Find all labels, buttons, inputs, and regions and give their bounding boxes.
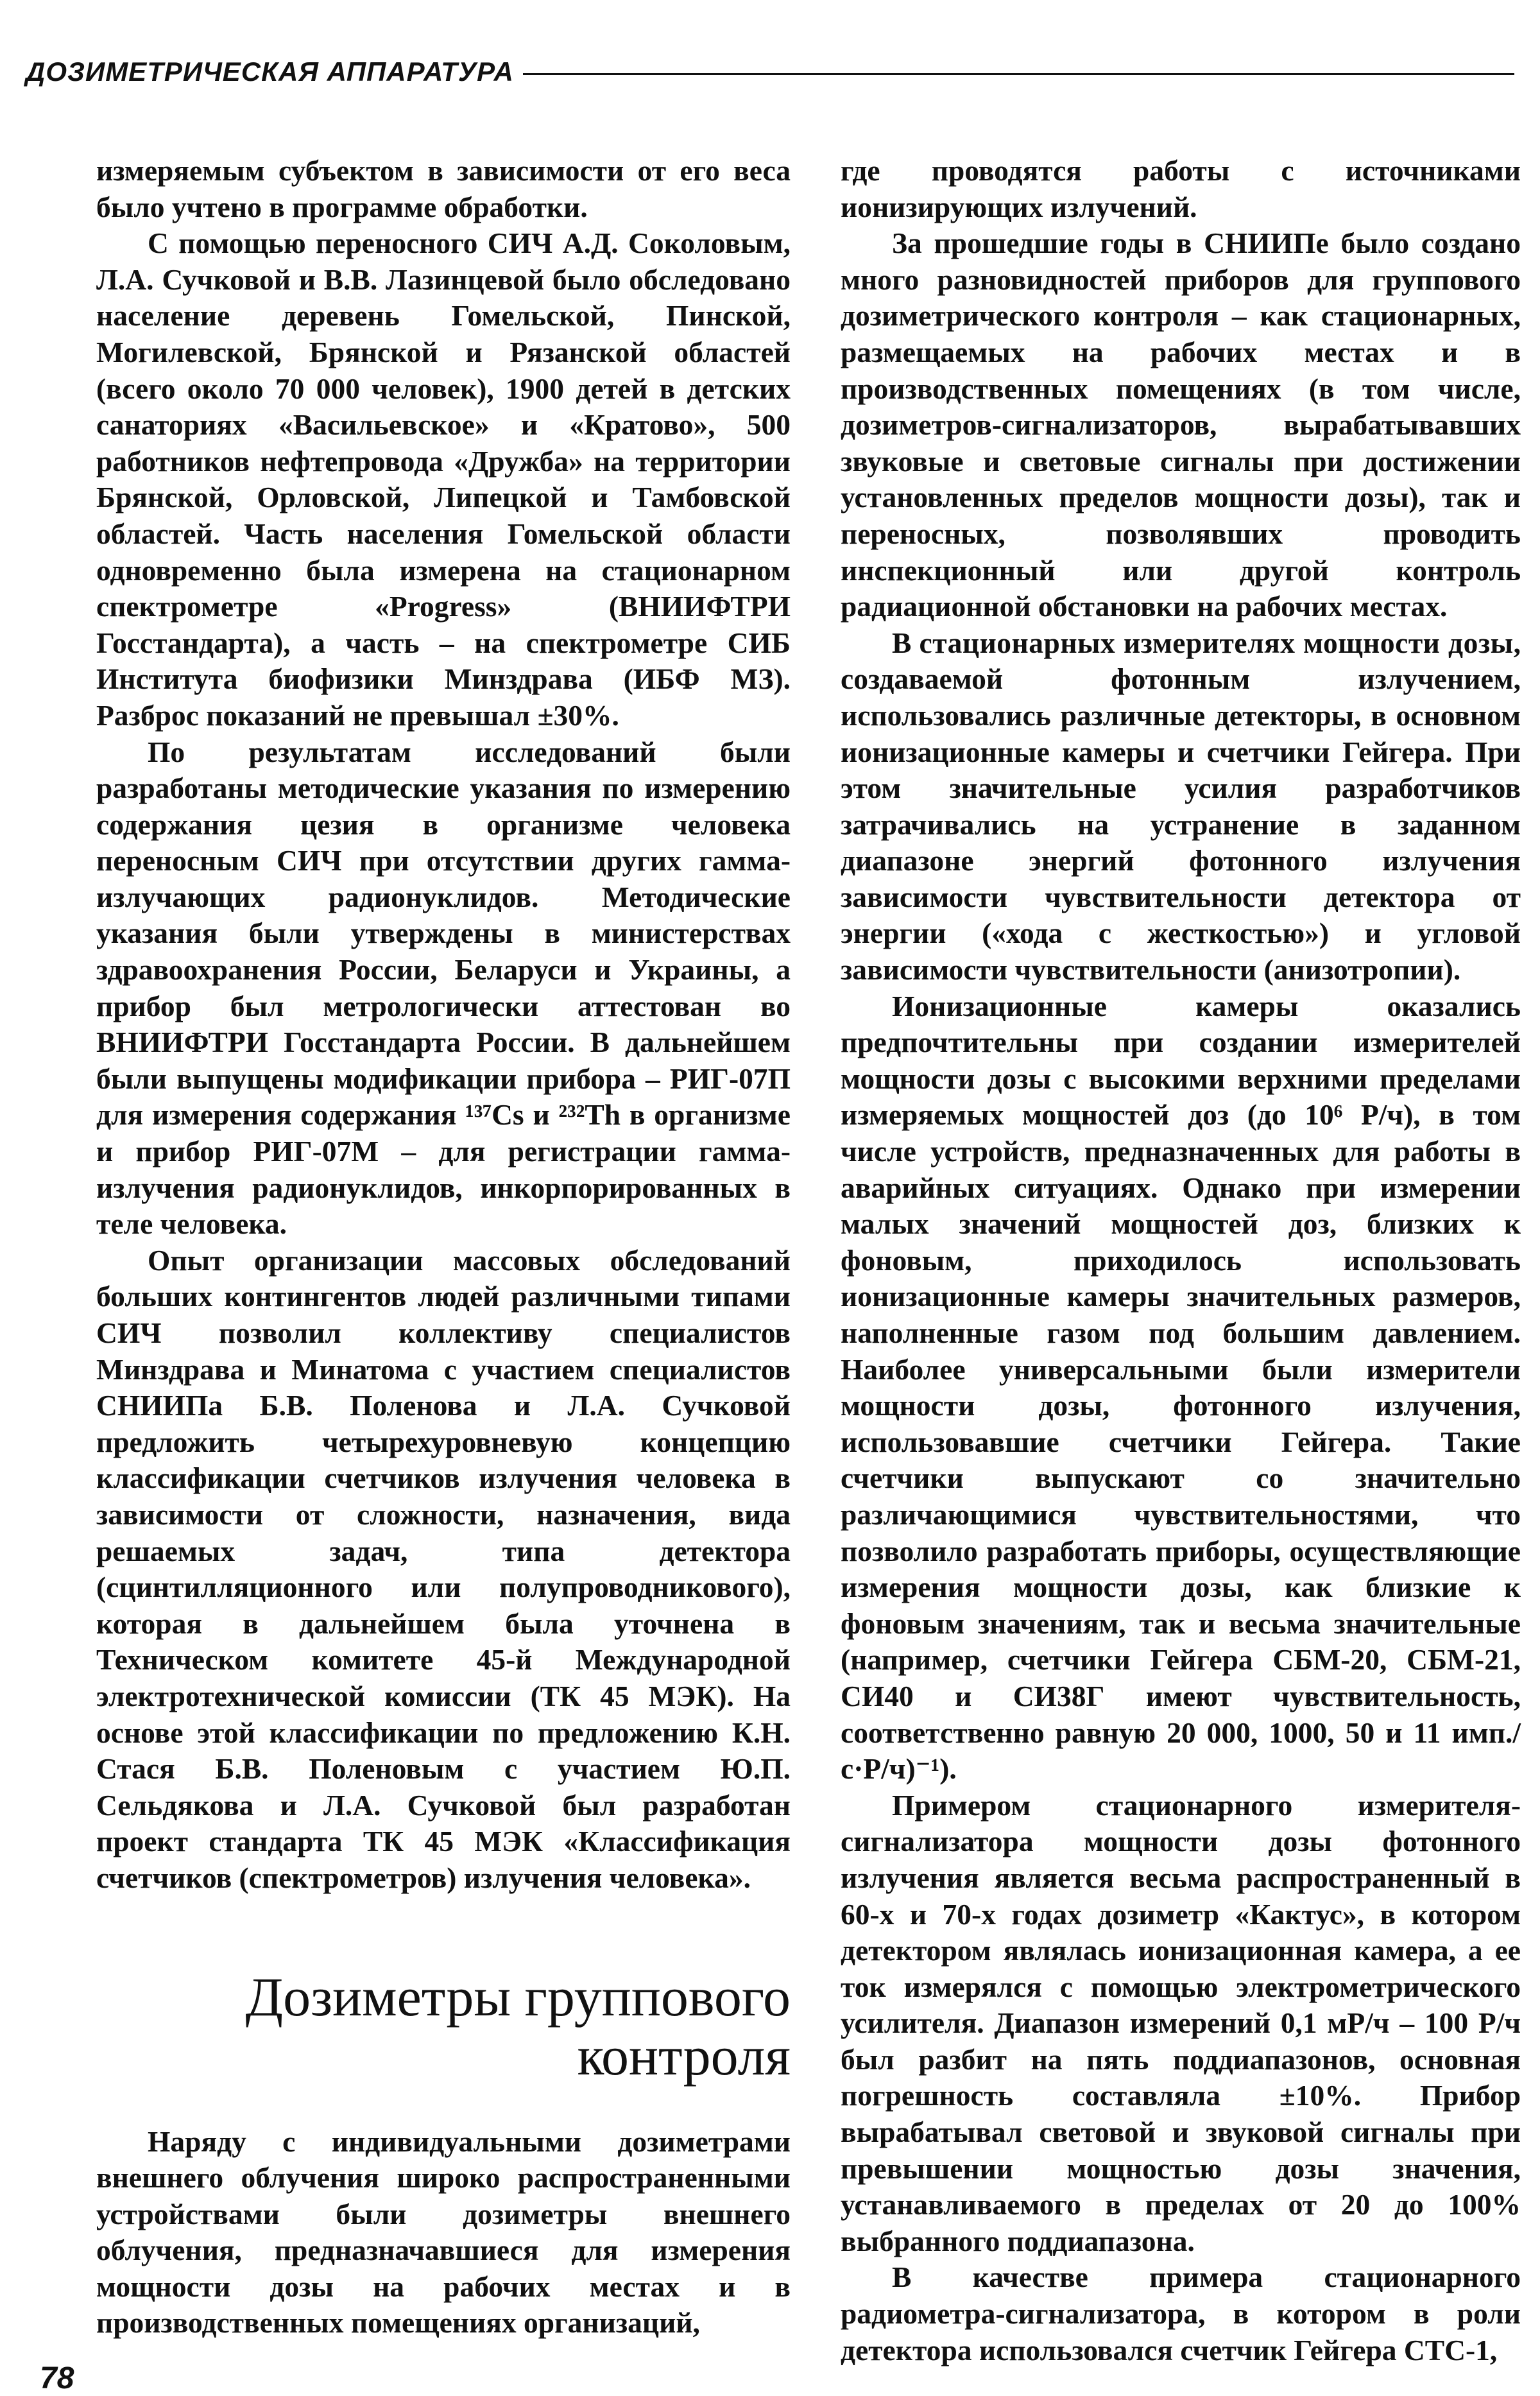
section-body (96, 2124, 791, 2342)
paragraph: По результатам исследований были разработаны методические указания по измерению содержания цезия в организме человека переносным СИЧ при отсутствии других гамма-излучающих радионуклидов. Методические указания были утверждены в министерствах здравоохранения России, Беларуси и Украины, а прибор был метрологически аттестован во ВНИИФТРИ Госстандарта России. В дальнейшем были выпущены модификации прибора – РИГ-07П для измерения содержания ¹³⁷Cs и ²³²Th в организме и прибор РИГ-07М – для регистрации гамма-излучения радионуклидов, инкорпорированных в теле человека. (96, 735, 791, 1241)
paragraph: Наряду с индивидуальными дозиметрами внешнего облучения широко распространенными устройствами были дозиметры внешнего облучения, предназначавшиеся для измерения мощности дозы на рабочих местах и в производственных помещениях организаций, (96, 2125, 791, 2340)
section-title: Дозиметры группового контроля (245, 1965, 791, 2087)
paragraph: С помощью переносного СИЧ А.Д. Соколовым, Л.А. Сучковой и В.В. Лазинцевой было обследовано население деревень Гомельской, Пинской, Могилевской, Брянской и Рязанской областей (всего около 70 000 человек), 1900 детей в детских санаториях «Васильевское» и «Кратово», 500 работников нефтепровода «Дружба» на территории Брянской, Орловской, Липецкой и Тамбовской областей. Часть населения Гомельской области одновременно была измерена на стационарном спектрометре «Progress» (ВНИИФТРИ Госстандарта), а часть – на спектрометре СИБ Института биофизики Минздрава (ИБФ МЗ). Разброс показаний не превышал ±30%. (96, 227, 791, 732)
running-header (26, 53, 1514, 91)
header-title: ДОЗИМЕТРИЧЕСКАЯ АППАРАТУРА (26, 56, 514, 87)
header-rule (523, 73, 1514, 75)
right-column (841, 153, 1521, 2368)
paragraph: измеряемым субъектом в зависимости от его веса было учтено в программе обработки. (96, 154, 791, 223)
text: В (892, 626, 920, 659)
paragraph: Опыт организации массовых обследований больших контингентов людей различными типами СИЧ позволил коллективу специалистов Минздрава и Минатома с участием специалистов СНИИПа Б.В. Поленова и Л.А. Сучковой предложить четырехуровневую концепцию классификации счетчиков излучения человека в зависимости от сложности, назначения, вида решаемых задач, типа детектора (сцинтилляционного или полупроводникового), которая в дальнейшем была уточнена в Техническом комитете 45-й Международной электротехнической комиссии (ТК 45 МЭК). На основе этой классификации по предложению К.Н. Стася Б.В. Поленовым с участием Ю.П. Сельдякова и Л.А. Сучковой был разработан проект стандарта ТК 45 МЭК «Классификация счетчиков (спектрометров) излучения человека». (96, 1243, 791, 1894)
left-column (96, 153, 791, 2341)
paragraph: Примером стационарного измерителя-сигнализатора мощности дозы фотонного излучения является весьма распространенный в 60-х и 70-х годах дозиметр «Кактус», в котором детектором являлась ионизационная камера, а ее ток измерялся с помощью электрометрического усилителя. Диапазон измерений 0,1 мР/ч – 100 Р/ч был разбит на пять поддиапазонов, основная погрешность составляла ±10%. Прибор вырабатывал световой и звуковой сигналы при превышении мощностью дозы значения, устанавливаемого в пределах от 20 до 100% выбранного поддиапазона. (841, 1788, 1521, 2257)
page-number: 78 (40, 2361, 74, 2395)
paragraph: В качестве примера стационарного радиометра-сигнализатора, в котором в роли детектора использовался счетчик Гейгера СТС-1, (841, 2261, 1521, 2366)
paragraph (841, 625, 1521, 988)
paragraph: где проводятся работы с источниками ионизирующих излучений. (841, 154, 1521, 223)
paragraph: Ионизационные камеры оказались предпочтительны при создании измерителей мощности дозы с высокими верхними пределами измеряемых мощностей доз (до 10⁶ Р/ч), в том числе устройств, предназначенных для работы в аварийных ситуациях. Однако при измерении малых значений мощностей доз, близких к фоновым, приходилось использовать ионизационные камеры значительных размеров, наполненные газом под большим давлением. Наиболее универсальными были измерители мощности дозы, фотонного излучения, использовавшие счетчики Гейгера. Такие счетчики выпускают со значительно различающимися чувствительностями, что позволило разработать приборы, осуществляющие измерения мощности дозы, как близкие к фоновым значениям, так и весьма значительные (например, счетчики Гейгера СБМ-20, СБМ-21, СИ40 и СИ38Г имеют чувствительность, соответственно равную 20 000, 1000, 50 и 11 имп./с·Р/ч)⁻¹). (841, 989, 1521, 1786)
bold-term: стационарных измерителях мощности дозы (919, 626, 1514, 659)
text: , создаваемой фотонным излучением, использовались различные детекторы, в основном ионизационные камеры и счетчики Гейгера. При этом значительные усилия разработчиков затрачивались на устранение в заданном диапазоне энергий фотонного излучения зависимости чувствительности детектора от энергии («хода с жесткостью») и угловой зависимости чувствительности (анизотропии). (841, 626, 1521, 987)
paragraph: За прошедшие годы в СНИИПе было создано много разновидностей приборов для группового дозиметрического контроля – как стационарных, размещаемых на рабочих местах и в производственных помещениях (в том числе, дозиметров-сигнализаторов, вырабатывавших звуковые и световые сигналы при достижении установленных пределов мощности дозы), так и переносных, позволявших проводить инспекционный или другой контроль радиационной обстановки на рабочих местах. (841, 227, 1521, 623)
